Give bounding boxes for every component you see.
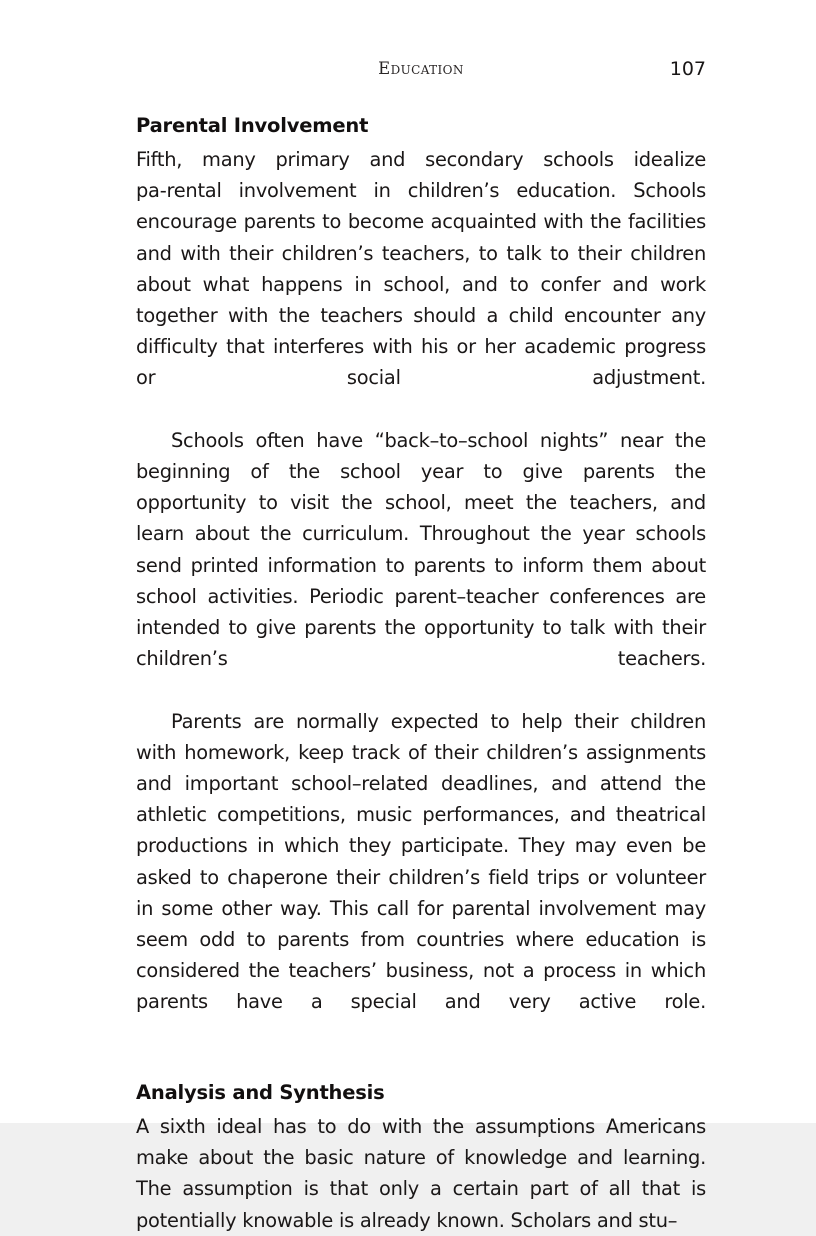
paragraph: Fifth, many primary and secondary schools idealize pa‑rental involvement in children’s education. Schools encourage parents to become acquainted with the facilities and with their children’s teachers, to talk to their children about what happens in school, and to confer and work together with the teachers should a child encounter any difficulty that interferes with his or her academic progress or social adjustment. (136, 148, 706, 390)
section-heading-parental-involvement: Parental Involvement (136, 114, 369, 137)
paragraph: Parents are normally expected to help their children with homework, keep track of their children’s assignments and important school–related deadlines, and attend the athletic competitions, music performances, and theatrical productions in which they participate. They may even be asked to chaperone their children’s field trips or volunteer in some other way. This call for parental involvement may seem odd to parents from countries where education is considered the teachers’ business, not a process in which parents have a special and very active role. (136, 709, 706, 1014)
paragraph: Schools often have “back–to–school nights” near the beginning of the school year to give parents the opportunity to visit the school, meet the teachers, and learn about the curriculum. Throughout the year schools send printed information to parents to inform them about school activities. Periodic parent–teacher conferences are intended to give parents the opportunity to talk with their children’s teachers. (136, 428, 706, 671)
running-head (136, 58, 706, 84)
running-head-title: Education (378, 59, 464, 78)
section-heading-analysis-and-synthesis: Analysis and Synthesis (136, 1080, 385, 1104)
text-block (136, 112, 706, 1236)
paragraph: A sixth ideal has to do with the assumptions Americans make about the basic nature of knowledge and learning. The assumption is that only a certain part of all that is potentially knowable is already known. Scholars and stu– (136, 1114, 706, 1232)
page-number: 107 (669, 58, 706, 80)
